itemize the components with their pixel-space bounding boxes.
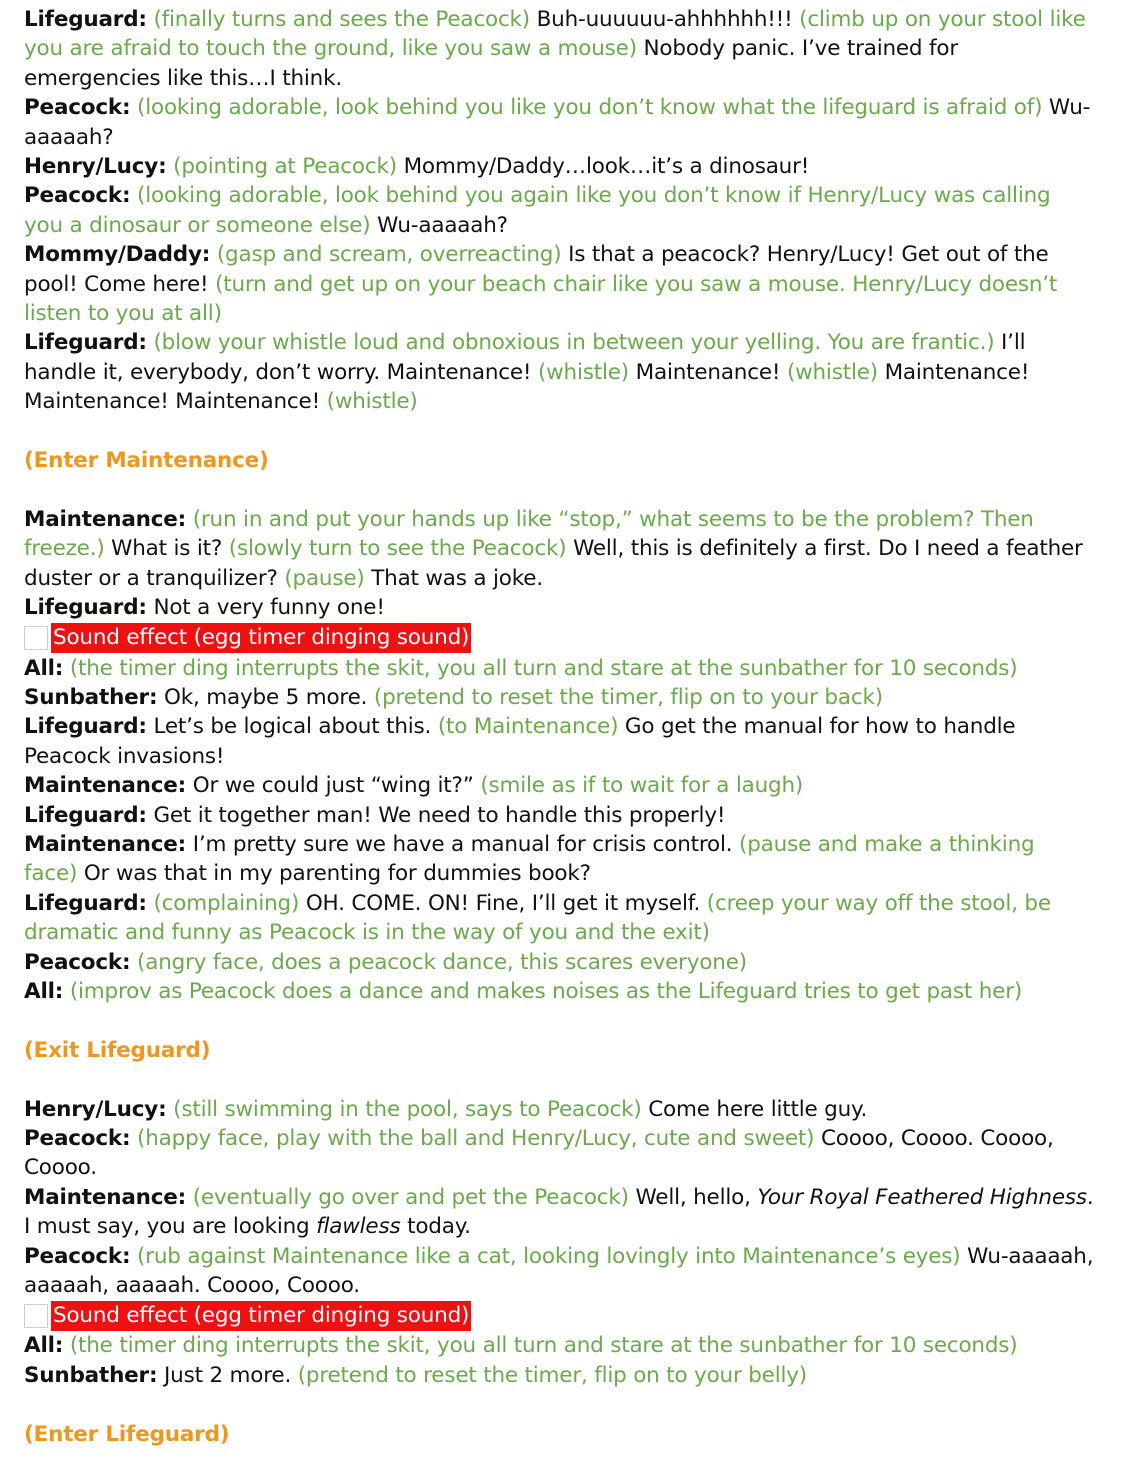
sound-effect-checkbox[interactable] xyxy=(24,626,48,650)
stage-note: (turn and get up on your beach chair like you saw a mouse. Henry/Lucy doesn’t listen to you at all) xyxy=(24,271,1058,327)
dialogue-text: Not a very funny one! xyxy=(146,595,385,621)
dialogue-text: I’ll handle it, everybody, don’t worry. Maintenance! xyxy=(24,330,1026,385)
dialogue-line xyxy=(24,5,1094,93)
blank-line xyxy=(24,417,1094,446)
stage-note: (looking adorable, look behind you again like you don’t know if Henry/Lucy was calling you a dinosaur or someone else) xyxy=(24,183,1051,238)
dialogue-text: Let’s be logical about this. xyxy=(146,714,438,740)
speaker-name: Maintenance: xyxy=(24,1184,187,1210)
stage-note: (finally turns and sees the Peacock) xyxy=(153,7,530,32)
stage-note: (improv as Peacock does a dance and makes noises as the Lifeguard tries to get past her) xyxy=(69,978,1023,1004)
stage-note: (happy face, play with the ball and Henry/Lucy, cute and sweet) xyxy=(137,1125,815,1151)
speaker-name: Lifeguard: xyxy=(24,7,147,32)
dialogue-text xyxy=(63,979,70,1004)
stage-note: (the timer ding interrupts the skit, you all turn and stare at the sunbather for 10 seconds) xyxy=(69,1333,1018,1359)
dialogue-text: Buh-uuuuuu-ahhhhhh!!! xyxy=(530,7,800,32)
dialogue-text xyxy=(186,507,193,532)
dialogue-text: Or we could just “wing it?” xyxy=(186,773,481,799)
dialogue-text: Well, this is definitely a first. Do I need a feather duster or a tranquilizer? xyxy=(24,536,1083,591)
speaker-name: Henry/Lucy: xyxy=(24,1096,167,1122)
speaker-name: All: xyxy=(24,1333,64,1359)
emphasis-text: Your Royal Feathered Highness xyxy=(757,1184,1087,1210)
dialogue-text: Wu-aaaaah, aaaaah, aaaaah. Coooo, Coooo. xyxy=(24,1243,1094,1298)
stage-note: (to Maintenance) xyxy=(437,714,619,740)
speaker-name: Lifeguard: xyxy=(24,714,147,740)
dialogue-text: That was a joke. xyxy=(364,565,543,591)
speaker-name: Henry/Lucy: xyxy=(24,154,167,180)
dialogue-text: Coooo, Coooo. Coooo, Coooo. xyxy=(24,1125,1054,1181)
dialogue-text: Or was that in my parenting for dummies book? xyxy=(77,861,591,887)
speaker-name: Peacock: xyxy=(24,949,131,975)
dialogue-text: I’m pretty sure we have a manual for crisis control. xyxy=(186,831,740,857)
stage-note: (whistle) xyxy=(786,359,878,385)
speaker-name: Peacock: xyxy=(24,1125,131,1151)
blank-line xyxy=(24,1390,1094,1419)
dialogue-text: Ok, maybe 5 more. xyxy=(157,684,374,710)
stage-direction: (Enter Maintenance) xyxy=(24,448,269,474)
dialogue-text: Get it together man! We need to handle this properly! xyxy=(146,802,726,828)
dialogue-text xyxy=(63,1333,70,1358)
blank-line xyxy=(24,475,1094,504)
dialogue-line xyxy=(24,505,1094,593)
dialogue-line xyxy=(24,948,1094,977)
dialogue-text: OH. COME. ON! Fine, I’ll get it myself. xyxy=(299,890,707,916)
dialogue-text xyxy=(63,656,70,681)
dialogue-line xyxy=(24,712,1094,771)
dialogue-line xyxy=(24,328,1094,416)
dialogue-line xyxy=(24,889,1094,948)
sound-effect-checkbox[interactable] xyxy=(24,1304,48,1328)
stage-note: (complaining) xyxy=(153,890,300,916)
dialogue-text: Is that a peacock? Henry/Lucy! Get out of the pool! Come here! xyxy=(24,242,1049,297)
stage-note: (slowly turn to see the Peacock) xyxy=(228,536,567,562)
speaker-name: Peacock: xyxy=(24,1243,131,1269)
stage-note: (pointing at Peacock) xyxy=(173,154,397,180)
dialogue-text xyxy=(210,242,217,267)
dialogue-line xyxy=(24,771,1094,800)
stage-note: (still swimming in the pool, says to Peacock) xyxy=(173,1096,642,1122)
speaker-name: Maintenance: xyxy=(24,506,187,532)
speaker-name: Maintenance: xyxy=(24,773,187,799)
speaker-name: Lifeguard: xyxy=(24,595,147,621)
speaker-name: Lifeguard: xyxy=(24,802,147,828)
dialogue-line xyxy=(24,654,1094,683)
stage-note: (angry face, does a peacock dance, this scares everyone) xyxy=(137,949,747,975)
dialogue-text: What is it? xyxy=(104,536,229,562)
dialogue-line xyxy=(24,181,1094,240)
dialogue-text: Come here little guy. xyxy=(641,1096,868,1122)
script-document xyxy=(24,5,1094,1449)
sound-effect-row xyxy=(24,1300,1094,1331)
dialogue-line xyxy=(24,1183,1094,1242)
stage-note: (looking adorable, look behind you like you don’t know what the lifeguard is afraid of) xyxy=(137,95,1043,121)
sound-effect-row xyxy=(24,623,1094,654)
dialogue-line xyxy=(24,1095,1094,1124)
speaker-name: Lifeguard: xyxy=(24,890,147,916)
dialogue-text: Mommy/Daddy…look…it’s a dinosaur! xyxy=(396,154,810,180)
stage-note: (blow your whistle loud and obnoxious in between your yelling. You are frantic.) xyxy=(153,330,995,356)
dialogue-text: Wu-aaaaah? xyxy=(24,95,1091,150)
dialogue-line xyxy=(24,240,1094,328)
dialogue-line xyxy=(24,977,1094,1006)
stage-note: (the timer ding interrupts the skit, you all turn and stare at the sunbather for 10 seconds) xyxy=(69,655,1018,681)
speaker-name: All: xyxy=(24,655,64,681)
dialogue-text xyxy=(186,1185,193,1210)
stage-direction: (Enter Lifeguard) xyxy=(24,1421,230,1447)
stage-note: (creep your way off the stool, be dramatic and funny as Peacock is in the way of you and the exit) xyxy=(24,890,1051,946)
speaker-name: Peacock: xyxy=(24,95,131,121)
stage-note: (pretend to reset the timer, flip on to your belly) xyxy=(297,1362,807,1388)
stage-note: (climb up on your stool like you are afraid to touch the ground, like you saw a mouse) xyxy=(24,7,1086,62)
dialogue-text: Well, hello, xyxy=(628,1184,758,1210)
speaker-name: Maintenance: xyxy=(24,831,187,857)
dialogue-text: Just 2 more. xyxy=(157,1362,298,1388)
stage-note: (run in and put your hands up like “stop,” what seems to be the problem? Then freeze.) xyxy=(24,506,1034,562)
dialogue-line xyxy=(24,683,1094,712)
dialogue-text: Maintenance! xyxy=(628,359,787,385)
stage-note: (whistle) xyxy=(537,359,629,385)
speaker-name: Mommy/Daddy: xyxy=(24,242,211,268)
stage-direction: (Exit Lifeguard) xyxy=(24,1037,211,1063)
stage-note: (whistle) xyxy=(326,389,418,415)
blank-line xyxy=(24,1006,1094,1035)
dialogue-line xyxy=(24,93,1094,152)
speaker-name: Sunbather: xyxy=(24,684,158,710)
dialogue-line xyxy=(24,1331,1094,1360)
blank-line xyxy=(24,1065,1094,1094)
stage-note: (pause) xyxy=(284,565,365,591)
dialogue-line xyxy=(24,801,1094,830)
speaker-name: Sunbather: xyxy=(24,1362,158,1388)
sound-effect-label: Sound effect (egg timer dinging sound) xyxy=(51,623,471,652)
speaker-name: All: xyxy=(24,978,64,1004)
stage-note: (pause and make a thinking face) xyxy=(24,831,1035,887)
speaker-name: Lifeguard: xyxy=(24,330,147,356)
dialogue-line xyxy=(24,593,1094,622)
dialogue-text: . I must say, you are looking xyxy=(24,1184,1094,1240)
dialogue-line xyxy=(24,1361,1094,1390)
stage-note: (rub against Maintenance like a cat, looking lovingly into Maintenance’s eyes) xyxy=(137,1243,961,1269)
stage-note: (smile as if to wait for a laugh) xyxy=(480,773,804,799)
stage-note: (gasp and scream, overreacting) xyxy=(216,242,562,268)
stage-note: (pretend to reset the timer, flip on to your back) xyxy=(373,684,883,710)
dialogue-text: today. xyxy=(400,1214,471,1240)
dialogue-line xyxy=(24,830,1094,889)
dialogue-text: Maintenance! Maintenance! Maintenance! xyxy=(24,359,1030,415)
dialogue-line xyxy=(24,1242,1094,1301)
sound-effect-label: Sound effect (egg timer dinging sound) xyxy=(51,1301,471,1330)
dialogue-text: Nobody panic. I’ve trained for emergencies like this…I think. xyxy=(24,36,958,91)
speaker-name: Peacock: xyxy=(24,183,131,209)
dialogue-line xyxy=(24,152,1094,181)
emphasis-text: flawless xyxy=(316,1214,401,1240)
dialogue-text: Go get the manual for how to handle Peacock invasions! xyxy=(24,714,1016,769)
stage-note: (eventually go over and pet the Peacock) xyxy=(192,1184,629,1210)
dialogue-text: Wu-aaaaah? xyxy=(370,212,508,238)
dialogue-line xyxy=(24,1124,1094,1183)
